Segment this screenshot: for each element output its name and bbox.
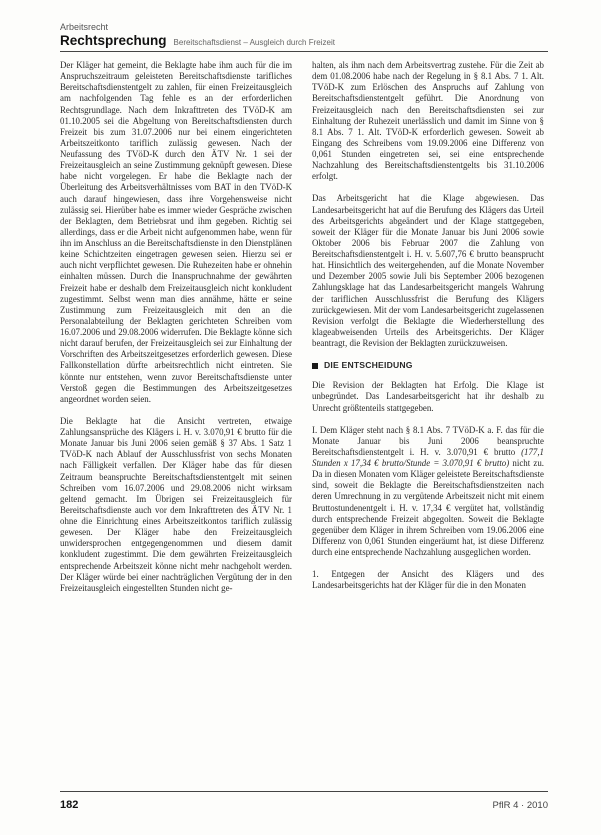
paragraph: halten, als ihm nach dem Arbeitsvertrag zustehe. Für die Zeit ab dem 01.08.2006 habe nach der Regelung in § 8.1 Abs. 7 1. Alt. TVöD-K zum Erlöschen des Anspruchs auf Zahlung von Bereitschaftsdienstentgelt geführt. Die Anordnung von Freizeitausgleich nach den Bereitschaftsdiensten sei zur Einhaltung der Ruhezeit unerlässlich und damit im Sinne von § 8.1 Abs. 7 1. Alt. TVöD-K erforderlich gewesen. Soweit ab Eingang des Schreibens vom 19.09.2006 eine Differenz von 0,061 Stunden eingetreten sei, sei eine entsprechende Nachzahlung des Bereitschaftsdienstentgelts bis 31.10.2006 erfolgt. xyxy=(312,60,544,182)
running-header xyxy=(60,33,548,52)
left-column xyxy=(60,60,292,594)
page-number: 182 xyxy=(60,799,79,811)
section-heading-text: DIE ENTSCHEIDUNG xyxy=(324,360,413,371)
paragraph: Die Revision der Beklagten hat Erfolg. Die Klage ist unbegründet. Das Landesarbeitsgericht hat ihr deshalb zu Unrecht größtenteils stattgegeben. xyxy=(312,380,544,413)
section-heading xyxy=(312,360,544,371)
section-label: Arbeitsrecht xyxy=(60,22,109,32)
paragraph-text: nicht zu. Da in diesen Monaten vom Kläger geleistete Bereitschaftsdienste sind, soweit die Beklagte die Bereitschaftsdienstzeiten nach deren Umrechnung in zu vergütende Arbeitszeit nicht mit einem Bruttostundenentgelt i. H. v. 17,34 € vergütet hat, vollständig durch entsprechende Freizeit abgegolten. Soweit die Beklagte gegenüber dem Kläger in ihrem Schreiben vom 19.06.2006 eine Differenz von 0,061 Stunden eingeräumt hat, ist diese Differenz durch eine entsprechende Nachzahlung ausgeglichen worden. xyxy=(312,458,544,557)
right-column xyxy=(312,60,544,591)
paragraph: Der Kläger hat gemeint, die Beklagte habe ihm auch für die im Anspruchszeitraum geleisteten Bereitschaftsdienste tarifliches Bereitschaftsdienstentgelt zu zahlen, für einen Freizeitausgleich am nachfolgenden Tag fehle es an der erforderlichen Rechtsgrundlage. Nach dem Inkrafttreten des TVöD-K am 01.10.2005 sei die Abgeltung von Bereitschaftsdiensten durch Freizeit bis zum 31.07.2006 nur bei einem eingerichteten Arbeitszeitkonto tariflich zulässig gewesen. Nach der Neufassung des TVöD-K durch den ÄTV Nr. 1 sei der Freizeitausgleich an seine Zustimmung geknüpft gewesen. Diese habe nicht vorgelegen. Er habe die Beklagte nach der Überleitung des Arbeitsverhältnisses vom BAT in den TVöD-K auch darauf hingewiesen, dass ihre Vorgehensweise nicht zulässig sei. Hierüber habe es immer wieder Gespräche zwischen der Beklagten, dem Betriebsrat und ihm gegeben. Richtig sei allerdings, dass er die Arbeit nicht aufgenommen habe, wenn für ihn im Anschluss an die Bereitschaftsdienste in den Dienstplänen keine Schichtzeiten eingetragen gewesen seien. Hierzu sei er auch nicht verpflichtet gewesen. Die Ruhezeiten habe er ohnehin einhalten müssen. Durch die Inanspruchnahme der gewährten Freizeit habe er deshalb dem Freizeitausgleich nicht konkludent zugestimmt. Selbst wenn man dies annähme, hätte er seine Zustimmung zum Freizeitausgleich mit den an die Personalabteilung der Beklagten gerichteten Schreiben vom 16.07.2006 und 29.08.2006 widerrufen. Die Beklagte könne sich nicht darauf berufen, der Freizeitausgleich sei zur Einhaltung der Vorschriften des Arbeitszeitgesetzes erforderlich gewesen. Diese Fallkonstellation dürfte arbeitsrechtlich nicht eintreten. Sie könnte nur entstehen, wenn zuvor Bereitschaftsdienste unter Verstoß gegen die Bestimmungen des Arbeitszeitgesetzes angeordnet worden seien. xyxy=(60,60,292,404)
calculation-text: (177,1 Stunden x 17,34 € brutto/Stunde = 3.070,91 € brutto) xyxy=(312,446,544,468)
paragraph-text: I. Dem Kläger steht nach § 8.1 Abs. 7 TVöD-K a. F. das für die Monate Januar bis Juni 2006 beanspruchte Bereitschaftsdienstentgelt i. H. v. 3.070,91 € brutto xyxy=(312,424,544,457)
paragraph: Das Arbeitsgericht hat die Klage abgewiesen. Das Landesarbeitsgericht hat auf die Berufung des Klägers das Urteil des Arbeitsgerichts abgeändert und der Klage stattgegeben, soweit der Kläger für die Monate Januar bis Juni 2006 sowie Oktober 2006 bis Februar 2007 die Zahlung von Bereitschaftsdienstentgelt i. H. v. 5.607,76 € brutto beansprucht hat. Hinsichtlich des weitergehenden, auf die Monate November und Dezember 2005 sowie Juli bis September 2006 bezogenen Zahlungsklage hat das Landesarbeitsgericht mangels Wahrung der tariflichen Ausschlussfrist die Berufung des Klägers zurückgewiesen. Mit der vom Landesarbeitsgericht zugelassenen Revision verfolgt die Beklagte die Wiederherstellung des klageabweisenden Urteils des Arbeitsgerichts. Der Kläger beantragt, die Revision der Beklagten zurückzuweisen. xyxy=(312,193,544,348)
header-subtitle: Bereitschaftsdienst – Ausgleich durch Freizeit xyxy=(173,38,335,47)
journal-reference: PflR 4 · 2010 xyxy=(492,800,548,811)
paragraph: 1. Entgegen der Ansicht des Klägers und des Landesarbeitsgerichts hat der Kläger für die in den Monaten xyxy=(312,569,544,591)
paragraph xyxy=(312,425,544,559)
paragraph: Die Beklagte hat die Ansicht vertreten, etwaige Zahlungsansprüche des Klägers i. H. v. 3.070,91 € brutto für die Monate Januar bis Juni 2006 seien gemäß § 37 Abs. 1 Satz 1 TVöD-K nach Ablauf der Ausschlussfrist von sechs Monaten nach Fälligkeit verfallen. Der Kläger habe das für diesen Zeitraum beanspruchte Bereitschaftsdienstentgelt mit seinen Schreiben vom 16.07.2006 und 29.08.2006 nicht wirksam geltend gemacht. Im Übrigen sei Freizeitausgleich für Bereitschaftsdienste auch vor dem Inkrafttreten des ÄTV Nr. 1 ohne die Einrichtung eines Arbeitszeitkontos tariflich zulässig gewesen. Der Kläger habe den Freizeitausgleich unwidersprochen entgegengenommen und diesem damit konkludent zugestimmt. Die dem gewährten Freizeitausgleich entsprechende Arbeitszeit könne nicht mehr nachgeholt werden. Der Kläger würde bei einer nachträglichen Vergütung der in den Freizeitausgleich eingestellten Stunden nicht ge- xyxy=(60,415,292,593)
square-bullet-icon xyxy=(312,363,318,369)
header-title: Rechtsprechung xyxy=(60,33,167,48)
page-footer xyxy=(60,791,548,811)
